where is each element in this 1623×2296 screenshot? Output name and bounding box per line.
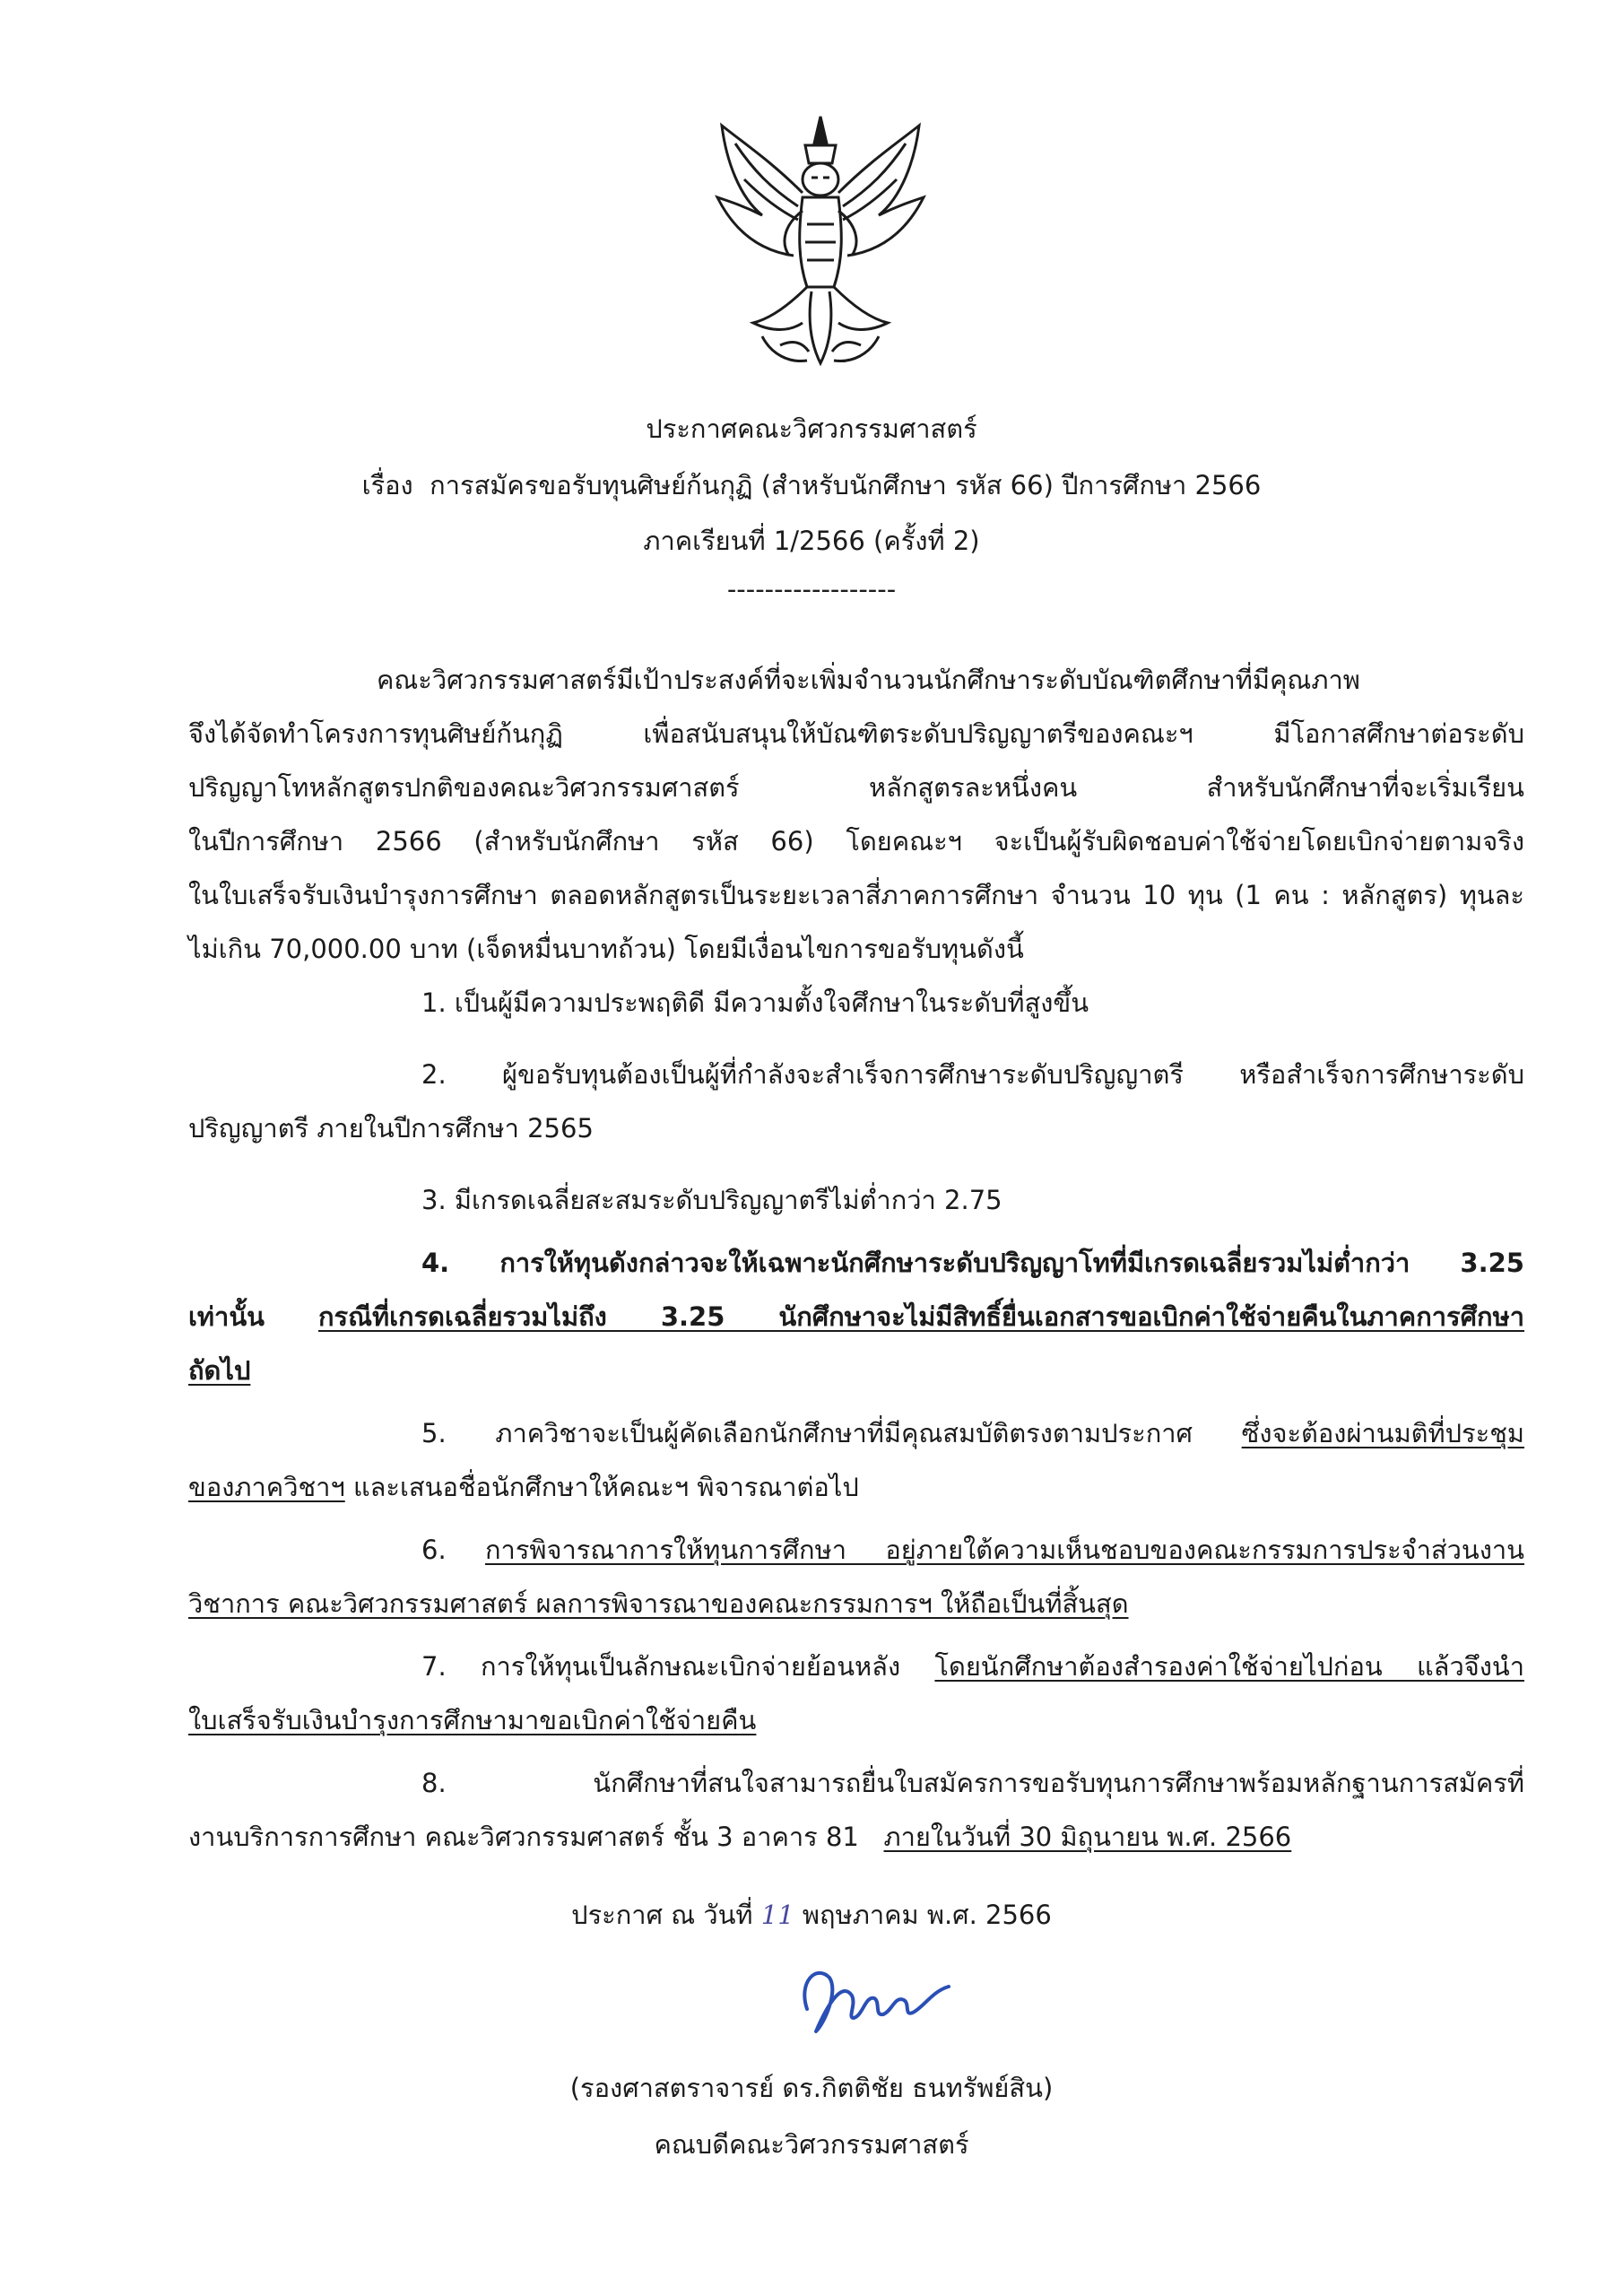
- condition-7-line-1: [421, 1648, 1524, 1684]
- condition-4-plain: เท่านั้น: [188, 1301, 265, 1332]
- signature-icon: [789, 1946, 968, 2045]
- condition-6-line-1: [421, 1532, 1524, 1568]
- condition-8-plain: งานบริการการศึกษา คณะวิศวกรรมศาสตร์ ชั้น 3 อาคาร 81: [188, 1822, 859, 1852]
- condition-8-line-1: 8. นักศึกษาที่สนใจสามารถยื่นใบสมัครการขอรับทุนการศึกษาพร้อมหลักฐานการสมัครที่: [421, 1768, 1524, 1798]
- subject-line: [0, 465, 1623, 506]
- condition-6-underlined: การพิจารณาการให้ทุนการศึกษา อยู่ภายใต้ความเห็นชอบของคณะกรรมการประจำส่วนงาน: [485, 1535, 1524, 1565]
- intro-line-2: จึงได้จัดทำโครงการทุนศิษย์ก้นกุฏิ เพื่อสนับสนุนให้บัณฑิตระดับปริญญาตรีของคณะฯ มีโอกาสศึกษาต่อระดับ: [188, 718, 1524, 749]
- header-divider: ------------------: [726, 574, 897, 604]
- announce-date-day: 11: [760, 1900, 794, 1930]
- intro-line-6: ไม่เกิน 70,000.00 บาท (เจ็ดหมื่นบาทถ้วน) โดยมีเงื่อนไขการขอรับทุนดังนี้: [188, 934, 1024, 964]
- subject-text: การสมัครขอรับทุนศิษย์ก้นกุฏิ (สำหรับนักศึกษา รหัส 66) ปีการศึกษา 2566: [430, 470, 1262, 500]
- condition-7-plain: 7. การให้ทุนเป็นลักษณะเบิกจ่ายย้อนหลัง: [421, 1651, 901, 1682]
- condition-4-line-2: [188, 1299, 1524, 1335]
- condition-5-line-1: [421, 1415, 1524, 1451]
- garuda-emblem-icon: [708, 108, 933, 377]
- condition-5-line-2: [188, 1469, 859, 1505]
- condition-2-line-1: 2. ผู้ขอรับทุนต้องเป็นผู้ที่กำลังจะสำเร็จการศึกษาระดับปริญญาตรี หรือสำเร็จการศึกษาระดับ: [421, 1059, 1524, 1090]
- announcement-title: ประกาศคณะวิศวกรรมศาสตร์: [646, 413, 977, 444]
- condition-5-underlined: ซึ่งจะต้องผ่านมติที่ประชุม: [1241, 1418, 1524, 1448]
- condition-8-deadline: ภายในวันที่ 30 มิถุนายน พ.ศ. 2566: [883, 1822, 1292, 1852]
- signer-position: คณบดีคณะวิศวกรรมศาสตร์: [654, 2129, 969, 2160]
- condition-5-underlined-2: ของภาควิชาฯ: [188, 1472, 345, 1502]
- subject-label: เรื่อง: [361, 470, 413, 500]
- intro-line-3: ปริญญาโทหลักสูตรปกติของคณะวิศวกรรมศาสตร์ หลักสูตรละหนึ่งคน สำหรับนักศึกษาที่จะเริ่มเรียน: [188, 772, 1524, 803]
- condition-1: 1. เป็นผู้มีความประพฤติดี มีความตั้งใจศึกษาในระดับที่สูงขึ้น: [421, 987, 1089, 1018]
- signer-name: (รองศาสตราจารย์ ดร.กิตติชัย ธนทรัพย์สิน): [569, 2073, 1054, 2103]
- condition-7-line-2: ใบเสร็จรับเงินบำรุงการศึกษามาขอเบิกค่าใช้จ่ายคืน: [188, 1705, 757, 1735]
- intro-line-5: ในใบเสร็จรับเงินบำรุงการศึกษา ตลอดหลักสูตรเป็นระยะเวลาสี่ภาคการศึกษา จำนวน 10 ทุน (1 คน : หลักสูตร) ทุนละ: [188, 880, 1524, 910]
- condition-6-line-2: วิชาการ คณะวิศวกรรมศาสตร์ ผลการพิจารณาของคณะกรรมการฯ ให้ถือเป็นที่สิ้นสุด: [188, 1588, 1129, 1619]
- announce-date-suffix: พฤษภาคม พ.ศ. 2566: [802, 1900, 1052, 1930]
- intro-line-1: คณะวิศวกรรมศาสตร์มีเป้าประสงค์ที่จะเพิ่มจำนวนนักศึกษาระดับบัณฑิตศึกษาที่มีคุณภาพ: [377, 665, 1360, 695]
- condition-8-line-2: [188, 1819, 1291, 1855]
- condition-2-line-2: ปริญญาตรี ภายในปีการศึกษา 2565: [188, 1113, 594, 1144]
- intro-line-4: ในปีการศึกษา 2566 (สำหรับนักศึกษา รหัส 66) โดยคณะฯ จะเป็นผู้รับผิดชอบค่าใช้จ่ายโดยเบิกจ่ายตามจริง: [188, 826, 1524, 857]
- announce-date-prefix: ประกาศ ณ วันที่: [571, 1900, 753, 1930]
- condition-6-number: 6.: [421, 1535, 447, 1565]
- condition-3: 3. มีเกรดเฉลี่ยสะสมระดับปริญญาตรีไม่ต่ำกว่า 2.75: [421, 1185, 1002, 1215]
- condition-4-underlined: กรณีที่เกรดเฉลี่ยรวมไม่ถึง 3.25 นักศึกษาจะไม่มีสิทธิ์ยื่นเอกสารขอเบิกค่าใช้จ่ายคืนในภาคการศึกษา: [317, 1301, 1524, 1332]
- condition-5-plain: 5. ภาควิชาจะเป็นผู้คัดเลือกนักศึกษาที่มีคุณสมบัติตรงตามประกาศ: [421, 1418, 1193, 1448]
- condition-5-plain-2: และเสนอชื่อนักศึกษาให้คณะฯ พิจารณาต่อไป: [352, 1472, 859, 1502]
- condition-7-underlined: โดยนักศึกษาต้องสำรองค่าใช้จ่ายไปก่อน แล้วจึงนำ: [934, 1651, 1524, 1682]
- semester-line: ภาคเรียนที่ 1/2566 (ครั้งที่ 2): [643, 526, 980, 556]
- announce-date-line: [0, 1894, 1623, 1935]
- condition-4-line-1: 4. การให้ทุนดังกล่าวจะให้เฉพาะนักศึกษาระดับปริญญาโทที่มีเกรดเฉลี่ยรวมไม่ต่ำกว่า 3.25: [421, 1248, 1524, 1278]
- condition-4-line-3: ถัดไป: [188, 1355, 251, 1386]
